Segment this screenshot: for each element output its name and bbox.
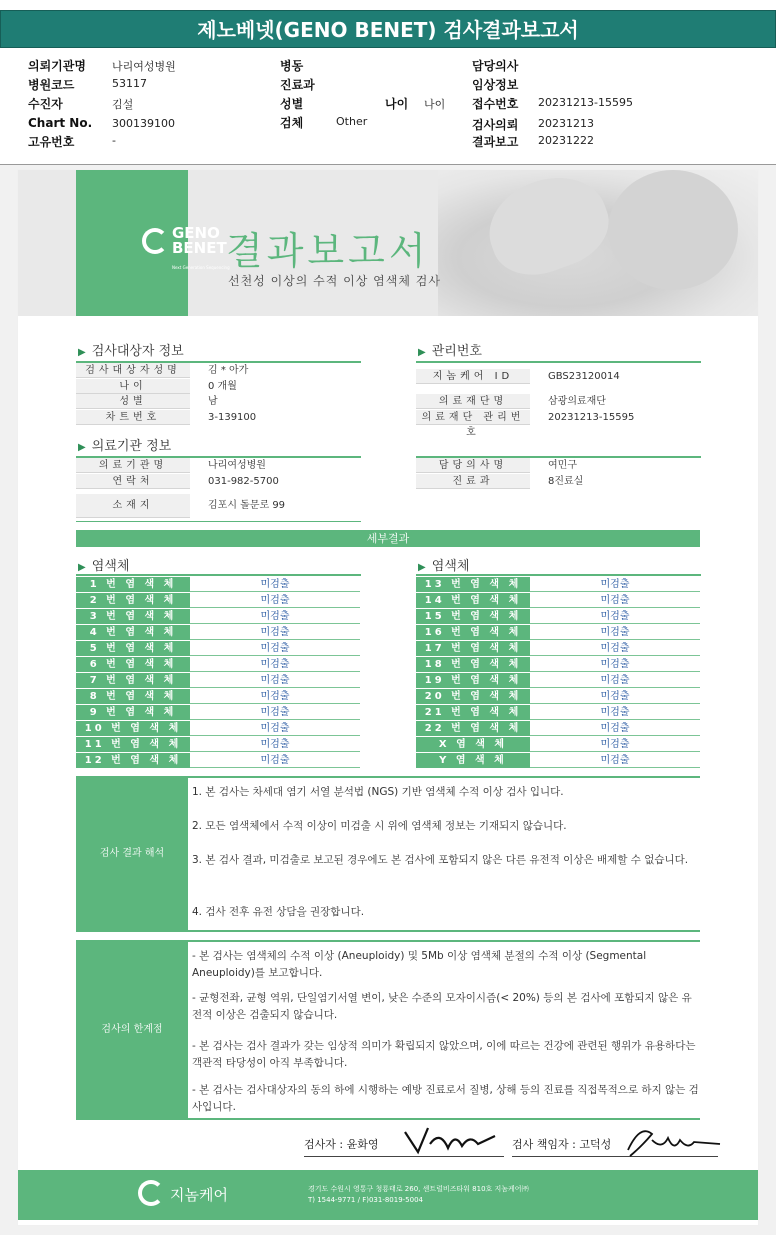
info-row xyxy=(416,410,701,438)
specimen-label: 검체 xyxy=(280,116,304,130)
request-value: 20231213 xyxy=(538,117,594,130)
info-key: 담당의사명 xyxy=(416,458,530,473)
info-row xyxy=(416,369,701,384)
specimen-value: Other xyxy=(336,115,368,128)
info-row xyxy=(76,410,361,425)
info-value: 남 xyxy=(208,396,218,407)
chromosome-row xyxy=(76,737,360,752)
chevron-right-icon: ▶ xyxy=(78,442,86,453)
info-row xyxy=(76,494,361,518)
info-key: 지놈케어 ID xyxy=(416,369,530,384)
chromosome-row xyxy=(416,657,700,672)
chromosome-result: 미검출 xyxy=(600,627,630,638)
info-row xyxy=(416,474,701,489)
chromosome-name: 19 번 염 색 체 xyxy=(416,673,530,688)
chromosome-row xyxy=(76,689,360,704)
info-key: 연락처 xyxy=(76,474,190,489)
report-footer xyxy=(18,1170,758,1220)
unique-label: 고유번호 xyxy=(28,135,75,149)
report-date-label: 결과보고 xyxy=(472,135,519,149)
interpretation-item: 4. 검사 전후 유전 상담을 권장합니다. xyxy=(192,906,365,918)
chromosome-result: 미검출 xyxy=(600,691,630,702)
chromosome-row xyxy=(416,577,700,592)
info-row xyxy=(76,394,361,409)
chromosome-result: 미검출 xyxy=(260,659,290,670)
chromosome-name: 21 번 염 색 체 xyxy=(416,705,530,720)
chart-label: Chart No. xyxy=(28,116,93,130)
chromosome-section-title-right: ▶ 염색체 xyxy=(418,559,470,574)
chromosome-row xyxy=(416,673,700,688)
chromosome-name: X 염 색 체 xyxy=(416,737,530,752)
info-row xyxy=(416,394,701,409)
patient-value: 김설 xyxy=(112,98,134,111)
code-label: 병원코드 xyxy=(28,78,75,92)
chromosome-row xyxy=(76,577,360,592)
info-row xyxy=(76,363,361,378)
chromosome-result: 미검출 xyxy=(600,643,630,654)
doctor-label: 담당의사 xyxy=(472,59,519,73)
chromosome-result: 미검출 xyxy=(600,595,630,606)
chromosome-name: 16 번 염 색 체 xyxy=(416,625,530,640)
chromosome-name: 13 번 염 색 체 xyxy=(416,577,530,592)
info-key: 진료과 xyxy=(416,474,530,489)
chromosome-result: 미검출 xyxy=(260,643,290,654)
chevron-right-icon: ▶ xyxy=(78,347,86,358)
chromosome-name: 11 번 염 색 체 xyxy=(76,737,190,752)
chromosome-result: 미검출 xyxy=(600,755,630,766)
chevron-right-icon: ▶ xyxy=(78,562,86,573)
tester-signature-scrawl xyxy=(400,1122,500,1158)
chart-value: 300139100 xyxy=(112,117,175,130)
info-value: 김포시 돌문로 99 xyxy=(208,500,286,511)
section-divider xyxy=(416,361,701,363)
chevron-right-icon: ▶ xyxy=(418,347,426,358)
logo-text-benet: BENET xyxy=(172,239,227,257)
chromosome-name: 1 번 염 색 체 xyxy=(76,577,190,592)
info-value: 여민구 xyxy=(548,460,577,471)
detail-results-band: 세부결과 xyxy=(76,530,700,547)
chromosome-name: 6 번 염 색 체 xyxy=(76,657,190,672)
interpretation-label: 검사 결과 해석 xyxy=(76,778,188,930)
chromosome-row xyxy=(416,625,700,640)
dept-label: 진료과 xyxy=(280,78,315,92)
section-divider xyxy=(76,574,361,576)
chromosome-row xyxy=(416,721,700,736)
footer-address-line: 경기도 수원시 영통구 청룡태로 260, 센트럴비즈타워 810호 지놈케어㈜ xyxy=(308,1185,529,1193)
chromosome-row xyxy=(416,641,700,656)
g-logo-icon xyxy=(142,228,168,254)
receipt-value: 20231213-15595 xyxy=(538,96,633,109)
chromosome-name: 18 번 염 색 체 xyxy=(416,657,530,672)
unique-value: - xyxy=(112,134,116,147)
info-row xyxy=(76,379,361,394)
chromosome-name: 4 번 염 색 체 xyxy=(76,625,190,640)
chromosome-name: 9 번 염 색 체 xyxy=(76,705,190,720)
genomecare-logo-icon xyxy=(138,1180,164,1206)
limitation-section xyxy=(76,940,700,1120)
chromosome-row xyxy=(76,705,360,720)
info-row xyxy=(416,458,701,473)
info-key: 나이 xyxy=(76,379,190,394)
receipt-label: 접수번호 xyxy=(472,97,519,111)
supervisor-signature: 검사 책임자 : 고덕성 xyxy=(512,1136,718,1157)
interpretation-item: 2. 모든 염색체에서 수적 이상이 미검출 시 위에 염색체 정보는 기재되지 않습니다. xyxy=(192,820,567,832)
chromosome-name: 7 번 염 색 체 xyxy=(76,673,190,688)
chromosome-result: 미검출 xyxy=(600,659,630,670)
sex-label: 성별 xyxy=(280,97,304,111)
interpretation-item: 1. 본 검사는 차세대 염기 서열 분석법 (NGS) 기반 염색체 수적 이상 검사 입니다. xyxy=(192,786,564,798)
chromosome-name: 5 번 염 색 체 xyxy=(76,641,190,656)
info-row xyxy=(76,458,361,473)
chromosome-result: 미검출 xyxy=(600,739,630,750)
chromosome-name: 20 번 염 색 체 xyxy=(416,689,530,704)
chromosome-row xyxy=(76,753,360,768)
patient-label: 수진자 xyxy=(28,97,63,111)
info-key: 검사대상자성명 xyxy=(76,363,190,378)
limitation-item: - 본 검사는 염색체의 수적 이상 (Aneuploidy) 및 5Mb 이상 염색체 분절의 수적 이상 (Segmental Aneuploidy)를 보고합니다. xyxy=(192,950,647,979)
chromosome-name: 2 번 염 색 체 xyxy=(76,593,190,608)
report-banner xyxy=(18,170,758,316)
baby-foot-shape xyxy=(608,170,738,290)
limitation-item: - 본 검사는 검사 결과가 갖는 임상적 의미가 확립되지 않았으며, 이에 따르는 건강에 관련된 행위가 유용하다는 객관적 타당성이 아직 부족합니다. xyxy=(192,1040,696,1069)
section-divider xyxy=(76,521,361,522)
chromosome-name: 17 번 염 색 체 xyxy=(416,641,530,656)
chromosome-row xyxy=(416,753,700,768)
logo-tagline: Next Generation Sequencing xyxy=(172,265,230,270)
management-section-title: ▶ 관리번호 xyxy=(418,344,482,359)
info-value: 삼광의료재단 xyxy=(548,396,606,407)
chromosome-name: 14 번 염 색 체 xyxy=(416,593,530,608)
subject-section-title: ▶ 검사대상자 정보 xyxy=(78,344,184,359)
footer-phone: T) 1544-9771 / F)031-8019-5004 xyxy=(308,1196,423,1204)
chromosome-result: 미검출 xyxy=(260,755,290,766)
chromosome-result: 미검출 xyxy=(260,707,290,718)
info-value: 나리여성병원 xyxy=(208,460,266,471)
limitation-label: 검사의 한계점 xyxy=(76,942,188,1118)
chromosome-row xyxy=(416,593,700,608)
chromosome-result: 미검출 xyxy=(600,611,630,622)
chromosome-row xyxy=(76,657,360,672)
hospital-value: 나리여성병원 xyxy=(112,60,176,73)
hospital-label: 의뢰기관명 xyxy=(28,59,86,73)
logo-box xyxy=(76,170,230,316)
report-title: 제노베넷(GENO BENET) 검사결과보고서 xyxy=(0,10,776,48)
report-header xyxy=(0,55,776,165)
chromosome-result: 미검출 xyxy=(600,579,630,590)
chromosome-row xyxy=(416,737,700,752)
code-value: 53117 xyxy=(112,77,147,90)
report-date-value: 20231222 xyxy=(538,134,594,147)
chromosome-row xyxy=(76,609,360,624)
chromosome-result: 미검출 xyxy=(260,627,290,638)
interpretation-section xyxy=(76,776,700,932)
chromosome-row xyxy=(76,641,360,656)
chromosome-result: 미검출 xyxy=(260,691,290,702)
logo-text-geno: GENO xyxy=(172,224,220,242)
chromosome-result: 미검출 xyxy=(260,611,290,622)
limitation-item: - 균형전좌, 균형 역위, 단일염기서열 변이, 낮은 수준의 모자이시즘(< 20%) 등의 본 검사에 포함되지 않은 유전적 이상은 검출되지 않습니다. xyxy=(192,992,692,1021)
info-value: 김 * 아가 xyxy=(208,365,249,376)
chromosome-result: 미검출 xyxy=(260,723,290,734)
chromosome-name: 12 번 염 색 체 xyxy=(76,753,190,768)
chromosome-result: 미검출 xyxy=(260,739,290,750)
chevron-right-icon: ▶ xyxy=(418,562,426,573)
info-key: 의료재단명 xyxy=(416,394,530,409)
info-key: 성별 xyxy=(76,394,190,409)
chromosome-row xyxy=(76,625,360,640)
section-divider xyxy=(416,574,701,576)
chromosome-name: 10 번 염 색 체 xyxy=(76,721,190,736)
info-value: 031-982-5700 xyxy=(208,476,279,487)
chromosome-result: 미검출 xyxy=(600,723,630,734)
info-row xyxy=(76,474,361,489)
chromosome-result: 미검출 xyxy=(600,675,630,686)
chromosome-row xyxy=(416,609,700,624)
info-value: 0 개월 xyxy=(208,380,237,392)
age-label: 나이 xyxy=(385,97,409,111)
tester-signature: 검사자 : 윤화영 xyxy=(304,1136,504,1157)
limitation-item: - 본 검사는 검사대상자의 동의 하에 시행하는 예방 진료로서 질병, 상해 등의 진료를 직접목적으로 하지 않는 검사입니다. xyxy=(192,1084,699,1113)
ward-label: 병동 xyxy=(280,59,304,73)
banner-title: 결과보고서 xyxy=(226,229,430,273)
chromosome-name: 8 번 염 색 체 xyxy=(76,689,190,704)
chromosome-result: 미검출 xyxy=(260,595,290,606)
chromosome-name: 15 번 염 색 체 xyxy=(416,609,530,624)
chromosome-result: 미검출 xyxy=(260,579,290,590)
info-value: 3-139100 xyxy=(208,411,257,423)
info-key: 소재지 xyxy=(76,494,190,518)
supervisor-signature-scrawl xyxy=(622,1120,722,1160)
institution-section-title: ▶ 의료기관 정보 xyxy=(78,439,172,454)
info-key: 의료기관명 xyxy=(76,458,190,473)
chromosome-name: 22 번 염 색 체 xyxy=(416,721,530,736)
info-value: GBS23120014 xyxy=(548,371,620,382)
info-key: 의료재단 관리번호 xyxy=(416,410,530,425)
chromosome-name: Y 염 색 체 xyxy=(416,753,530,768)
chromosome-row xyxy=(76,673,360,688)
footer-address xyxy=(308,1184,529,1206)
chromosome-row xyxy=(416,705,700,720)
chromosome-result: 미검출 xyxy=(600,707,630,718)
request-label: 검사의뢰 xyxy=(472,118,519,132)
chromosome-row xyxy=(76,721,360,736)
chromosome-section-title-left: ▶ 염색체 xyxy=(78,559,130,574)
footer-company: 지놈케어 xyxy=(170,1186,228,1204)
chromosome-name: 3 번 염 색 체 xyxy=(76,609,190,624)
age-value: 나이 xyxy=(424,98,446,111)
info-value: 20231213-15595 xyxy=(548,412,635,423)
chromosome-row xyxy=(416,689,700,704)
interpretation-item: 3. 본 검사 결과, 미검출로 보고된 경우에도 본 검사에 포함되지 않은 다른 유전적 이상은 배제할 수 없습니다. xyxy=(192,854,689,866)
info-key: 차트번호 xyxy=(76,410,190,425)
info-value: 8진료실 xyxy=(548,476,584,487)
chromosome-row xyxy=(76,593,360,608)
clinical-label: 임상정보 xyxy=(472,78,519,92)
chromosome-result: 미검출 xyxy=(260,675,290,686)
banner-subtitle: 선천성 이상의 수적 이상 염색체 검사 xyxy=(228,274,441,288)
